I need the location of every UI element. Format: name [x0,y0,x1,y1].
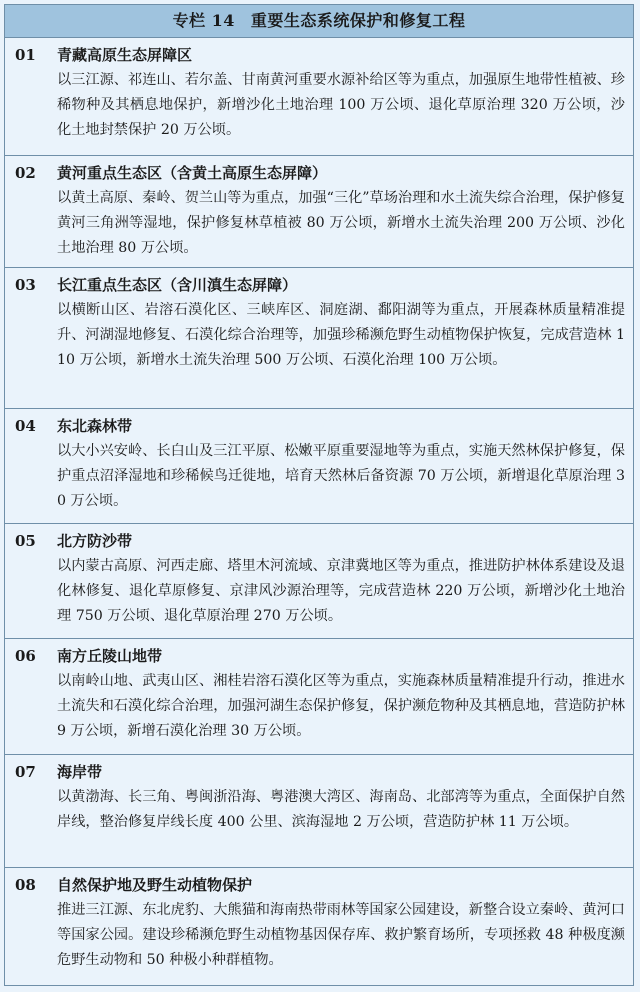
section-title: 长江重点生态区（含川滇生态屏障） [57,276,298,294]
project-section [5,755,633,868]
project-section [5,639,633,755]
project-section [5,524,633,639]
project-section [5,268,633,409]
section-body: 以大小兴安岭、长白山及三江平原、松嫩平原重要湿地等为重点，实施天然林保护修复，保护重点沼泽湿地和珍稀候鸟迁徙地，培育天然林后备资源 70 万公顷，新增退化草原治理 30 万公顷。 [57,443,625,509]
section-body: 以三江源、祁连山、若尔盖、甘南黄河重要水源补给区等为重点，加强原生地带性植被、珍稀物种及其栖息地保护，新增沙化土地治理 100 万公顷、退化草原治理 320 万公顷，沙化土地封禁保护 20 万公顷。 [57,72,625,138]
project-section [5,409,633,524]
section-number: 01 [15,46,36,64]
section-number: 07 [15,763,36,781]
section-title: 东北森林带 [57,417,133,435]
column-box [4,4,634,986]
section-number: 03 [15,276,36,294]
section-number: 02 [15,164,36,182]
project-section [5,38,633,156]
section-title: 南方丘陵山地带 [57,647,163,665]
column-label: 专栏 14 [172,11,235,30]
section-body: 以横断山区、岩溶石漠化区、三峡库区、洞庭湖、鄱阳湖等为重点，开展森林质量精准提升、河湖湿地修复、石漠化综合治理等，加强珍稀濒危野生动植物保护恢复，完成营造林 110 万公顷，新增水土流失治理 500 万公顷、石漠化治理 100 万公顷。 [57,302,625,368]
project-section [5,156,633,268]
section-number: 06 [15,647,36,665]
column-title: 重要生态系统保护和修复工程 [250,11,466,30]
section-body: 以南岭山地、武夷山区、湘桂岩溶石漠化区等为重点，实施森林质量精准提升行动，推进水土流失和石漠化综合治理，加强河湖生态保护修复，保护濒危物种及其栖息地，营造防护林 9 万公顷，新增石漠化治理 30 万公顷。 [57,673,625,739]
section-title: 黄河重点生态区（含黄土高原生态屏障） [57,164,328,182]
section-body: 以内蒙古高原、河西走廊、塔里木河流域、京津冀地区等为重点，推进防护林体系建设及退化林修复、退化草原修复、京津风沙源治理等，完成营造林 220 万公顷，新增沙化土地治理 750 万公顷、退化草原治理 270 万公顷。 [57,558,625,624]
section-number: 05 [15,532,36,550]
column-header [5,5,633,38]
section-title: 青藏高原生态屏障区 [57,46,193,64]
project-section [5,868,633,986]
section-title: 自然保护地及野生动植物保护 [57,876,253,894]
section-title: 北方防沙带 [57,532,133,550]
section-number: 08 [15,876,36,894]
section-number: 04 [15,417,36,435]
section-body: 以黄土高原、秦岭、贺兰山等为重点，加强“三化”草场治理和水土流失综合治理，保护修复黄河三角洲等湿地，保护修复林草植被 80 万公顷，新增水土流失治理 200 万公顷、沙化土地治理 80 万公顷。 [57,190,625,256]
section-body: 以黄渤海、长三角、粤闽浙沿海、粤港澳大湾区、海南岛、北部湾等为重点，全面保护自然岸线，整治修复岸线长度 400 公里、滨海湿地 2 万公顷，营造防护林 11 万公顷。 [57,789,625,830]
section-title: 海岸带 [57,763,103,781]
section-body: 推进三江源、东北虎豹、大熊猫和海南热带雨林等国家公园建设，新整合设立秦岭、黄河口等国家公园。建设珍稀濒危野生动植物基因保存库、救护繁育场所，专项拯救 48 种极度濒危野生动物和 50 种极小种群植物。 [57,902,625,968]
